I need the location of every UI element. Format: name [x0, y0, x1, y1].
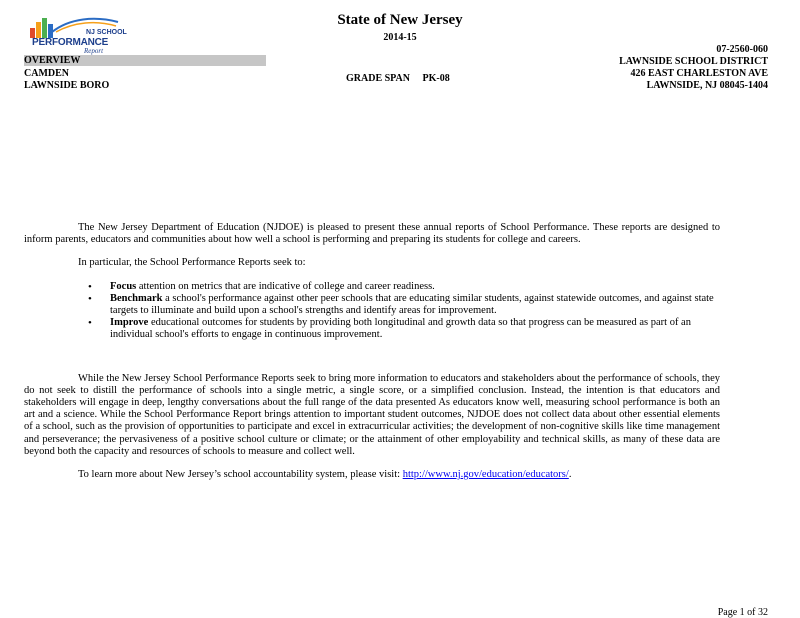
purpose-paragraph: In particular, the School Performance Reports seek to: — [78, 257, 306, 269]
learn-more-suffix: . — [568, 469, 572, 481]
intro-paragraph: The New Jersey Department of Education (NJDOE) is pleased to present these annual reports of School Performance. These reports are designed to inform parents, educators and communities about how well a school is performing and preparing its students for college and careers. — [24, 222, 720, 246]
purpose-list — [24, 281, 720, 342]
overview-content — [24, 222, 720, 481]
district-name: LAWNSIDE SCHOOL DISTRICT — [619, 56, 768, 67]
list-item — [110, 281, 720, 293]
address-line1: 426 EAST CHARLESTON AVE — [630, 68, 768, 79]
list-item-term: Benchmark — [110, 292, 163, 304]
page-number: Page 1 of 32 — [717, 607, 768, 618]
list-item-text: educational outcomes for students by providing both longitudinal and growth data so that progress can be measured as part of an individual school's efforts to engage in continuous improvement. — [110, 317, 691, 341]
page-title: State of New Jersey — [337, 12, 463, 28]
district-info — [619, 44, 768, 92]
list-item — [110, 317, 720, 341]
logo-line2: PERFORMANCE — [32, 37, 109, 48]
county-name: CAMDEN — [24, 68, 69, 79]
list-item-text: a school's performance against other peer schools that are educating similar students, against statewide outcomes, and against state targets to illuminate and build upon a school's strengths and identify areas for improvement. — [110, 292, 714, 317]
grade-span-label: GRADE SPAN — [346, 73, 410, 84]
district-name-left: LAWNSIDE BORO — [24, 80, 110, 91]
educators-link[interactable]: http://www.nj.gov/education/educators/ — [402, 469, 569, 481]
logo-line1: NJ SCHOOL — [86, 29, 127, 36]
list-item — [110, 293, 720, 317]
list-item-term: Focus — [110, 280, 137, 292]
school-year: 2014-15 — [383, 32, 417, 43]
grade-span-value: PK-08 — [422, 73, 450, 84]
section-title: OVERVIEW — [24, 55, 81, 66]
list-item-term: Improve — [110, 317, 149, 329]
learn-more-text: To learn more about New Jersey’s school accountability system, please visit: — [78, 469, 403, 481]
district-code: 07-2560-060 — [716, 44, 768, 55]
limitations-paragraph: While the New Jersey School Performance Reports seek to bring more information to educators and stakeholders about the performance of schools, they do not seek to distill the performance of schools into a single metric, a single score, or a simplified conclusion. Instead, the intention is that educators and stakeholders will engage in deep, lengthy conversations about the full range of the data presented As educators know well, measuring school performance is both an art and a science. While the School Performance Report brings attention to important student outcomes, NJDOE does not collect data about other essential elements of a school, such as the provision of opportunities to participate and excel in extracurricular activities; the development of non-cognitive skills like time management and perseverance; the pervasiveness of a positive school culture or climate; or the attainment of other employability and technical skills, as many of these data are beyond both the capacity and resources of schools to measure and collect well. — [24, 372, 720, 457]
grade-span — [346, 73, 450, 84]
list-item-text: attention on metrics that are indicative of college and career readiness. — [136, 280, 435, 292]
learn-more-paragraph — [24, 469, 720, 481]
logo-line3: Report — [84, 47, 104, 55]
address-line2: LAWNSIDE, NJ 08045-1404 — [646, 80, 768, 91]
